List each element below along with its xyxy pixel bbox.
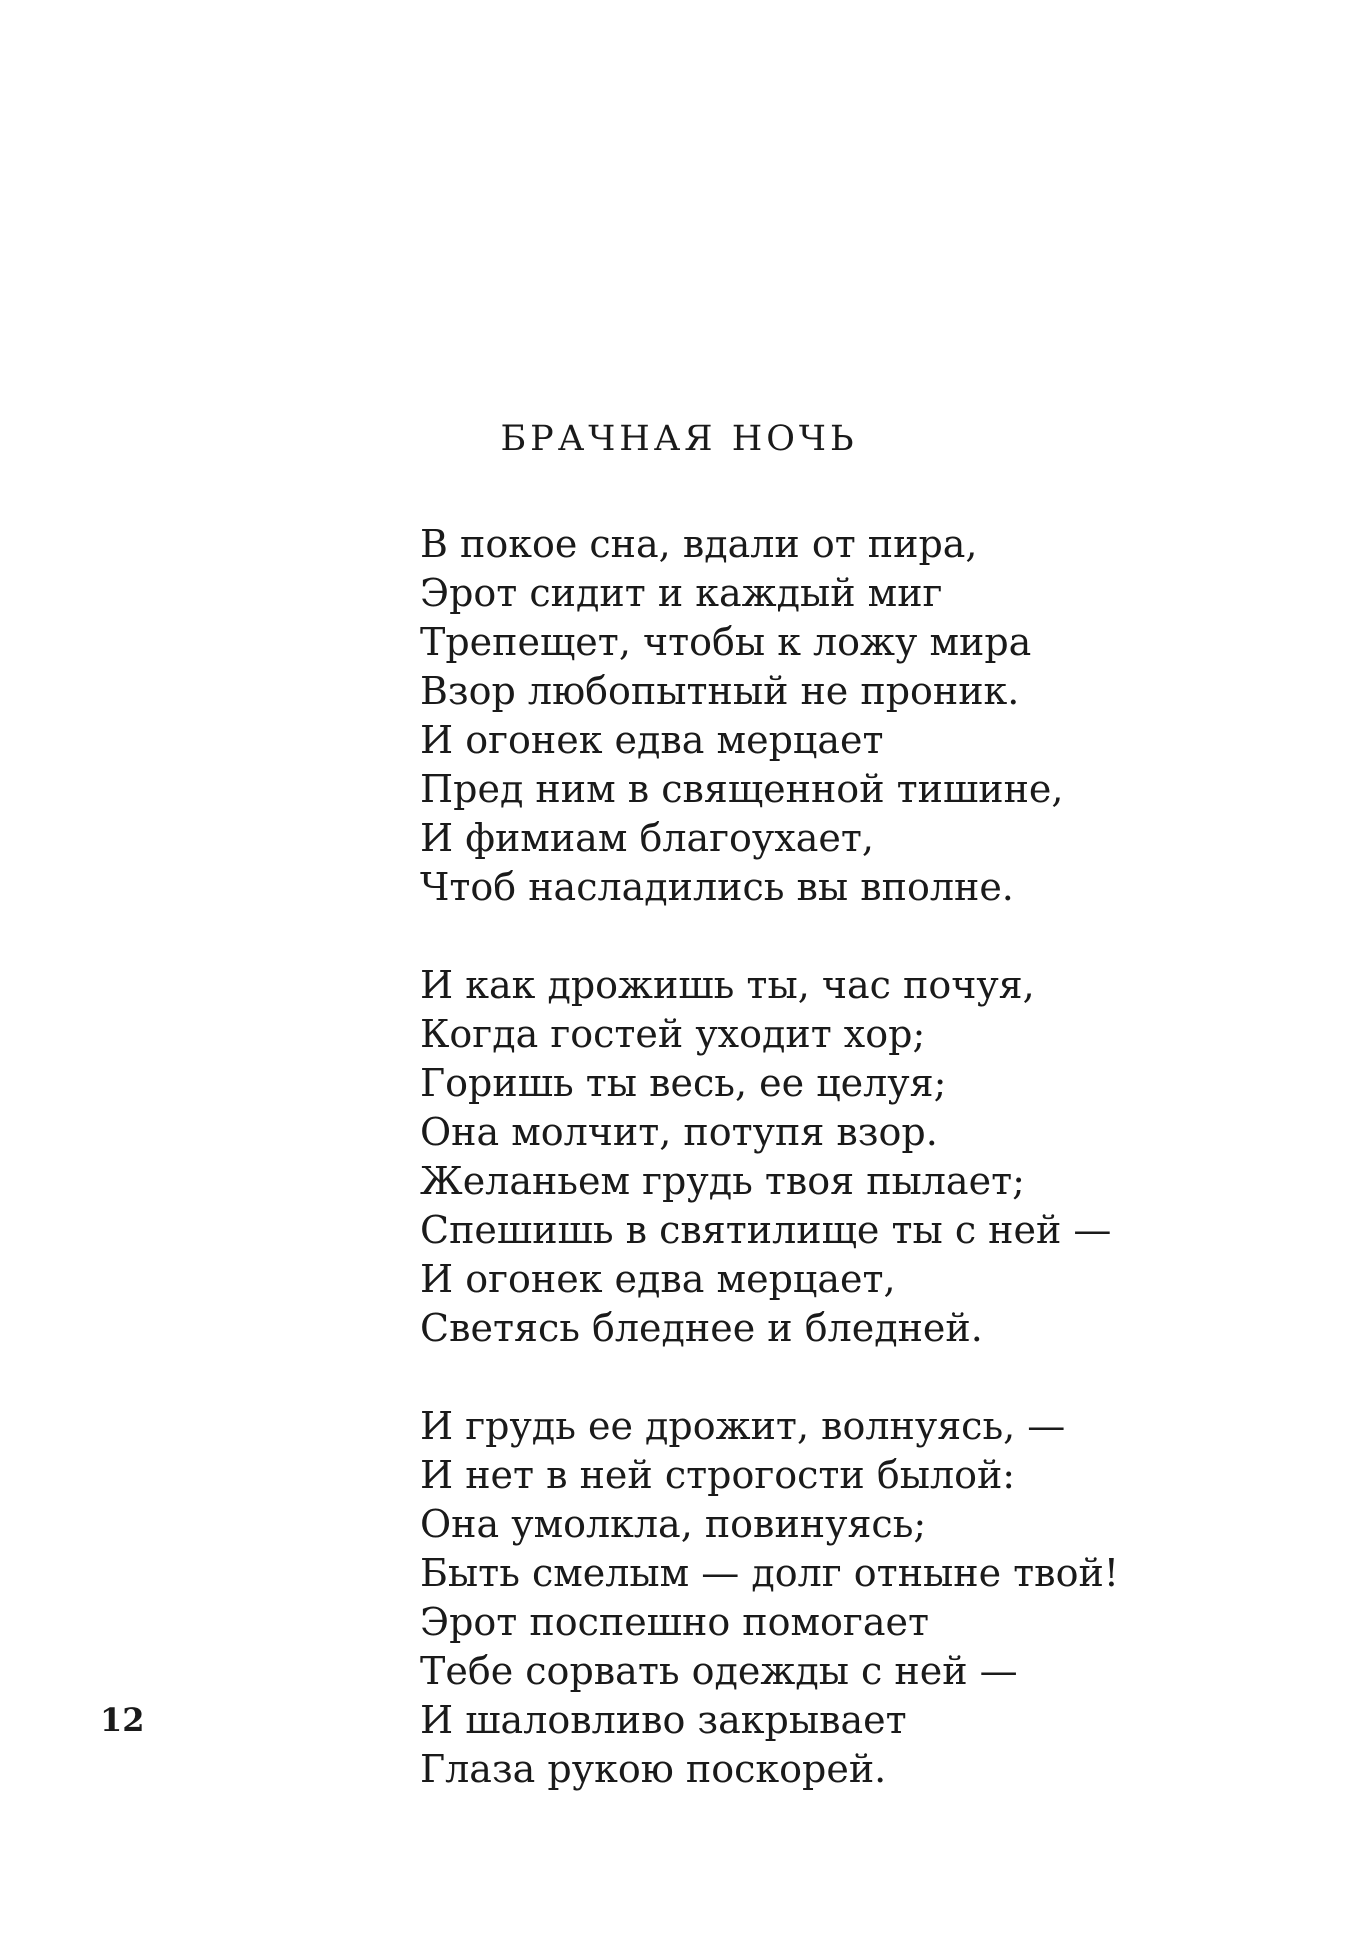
poem-line: Быть смелым — долг отныне твой! xyxy=(420,1551,1120,1595)
poem-line: Она молчит, потупя взор. xyxy=(420,1110,938,1154)
page-number: 12 xyxy=(100,1701,145,1739)
poem-line: Взор любопытный не проник. xyxy=(420,669,1020,713)
stanza-2 xyxy=(420,961,1320,1353)
poem-line: Когда гостей уходит хор; xyxy=(420,1012,926,1056)
stanza-1 xyxy=(420,520,1320,912)
poem-line: Чтоб насладились вы вполне. xyxy=(420,865,1014,909)
poem-line: И как дрожишь ты, час почуя, xyxy=(420,963,1035,1007)
poem-line: Горишь ты весь, ее целуя; xyxy=(420,1061,947,1105)
poem-line: Светясь бледнее и бледней. xyxy=(420,1306,983,1350)
poem-line: Тебе сорвать одежды с ней — xyxy=(420,1649,1018,1693)
poem-body xyxy=(420,520,1320,1794)
poem-line: Эрот поспешно помогает xyxy=(420,1600,930,1644)
poem-line: Эрот сидит и каждый миг xyxy=(420,571,943,615)
poem-title: БРАЧНАЯ НОЧЬ xyxy=(500,419,858,459)
poem-line: Глаза рукою поскорей. xyxy=(420,1747,887,1791)
poem-line: Трепещет, чтобы к ложу мира xyxy=(420,620,1032,664)
poem-line: Она умолкла, повинуясь; xyxy=(420,1502,927,1546)
poem-line: И фимиам благоухает, xyxy=(420,816,874,860)
poem-line: И грудь ее дрожит, волнуясь, — xyxy=(420,1404,1066,1448)
stanza-3 xyxy=(420,1402,1320,1794)
poem-line: Желаньем грудь твоя пылает; xyxy=(420,1159,1025,1203)
poem-line: В покое сна, вдали от пира, xyxy=(420,522,978,566)
poem-line: И шаловливо закрывает xyxy=(420,1698,907,1742)
poem-line: И огонек едва мерцает, xyxy=(420,1257,896,1301)
poem-line: И нет в ней строгости былой: xyxy=(420,1453,1016,1497)
poem-line: И огонек едва мерцает xyxy=(420,718,884,762)
poem-line: Пред ним в священной тишине, xyxy=(420,767,1064,811)
poem-line: Спешишь в святилище ты с ней — xyxy=(420,1208,1112,1252)
